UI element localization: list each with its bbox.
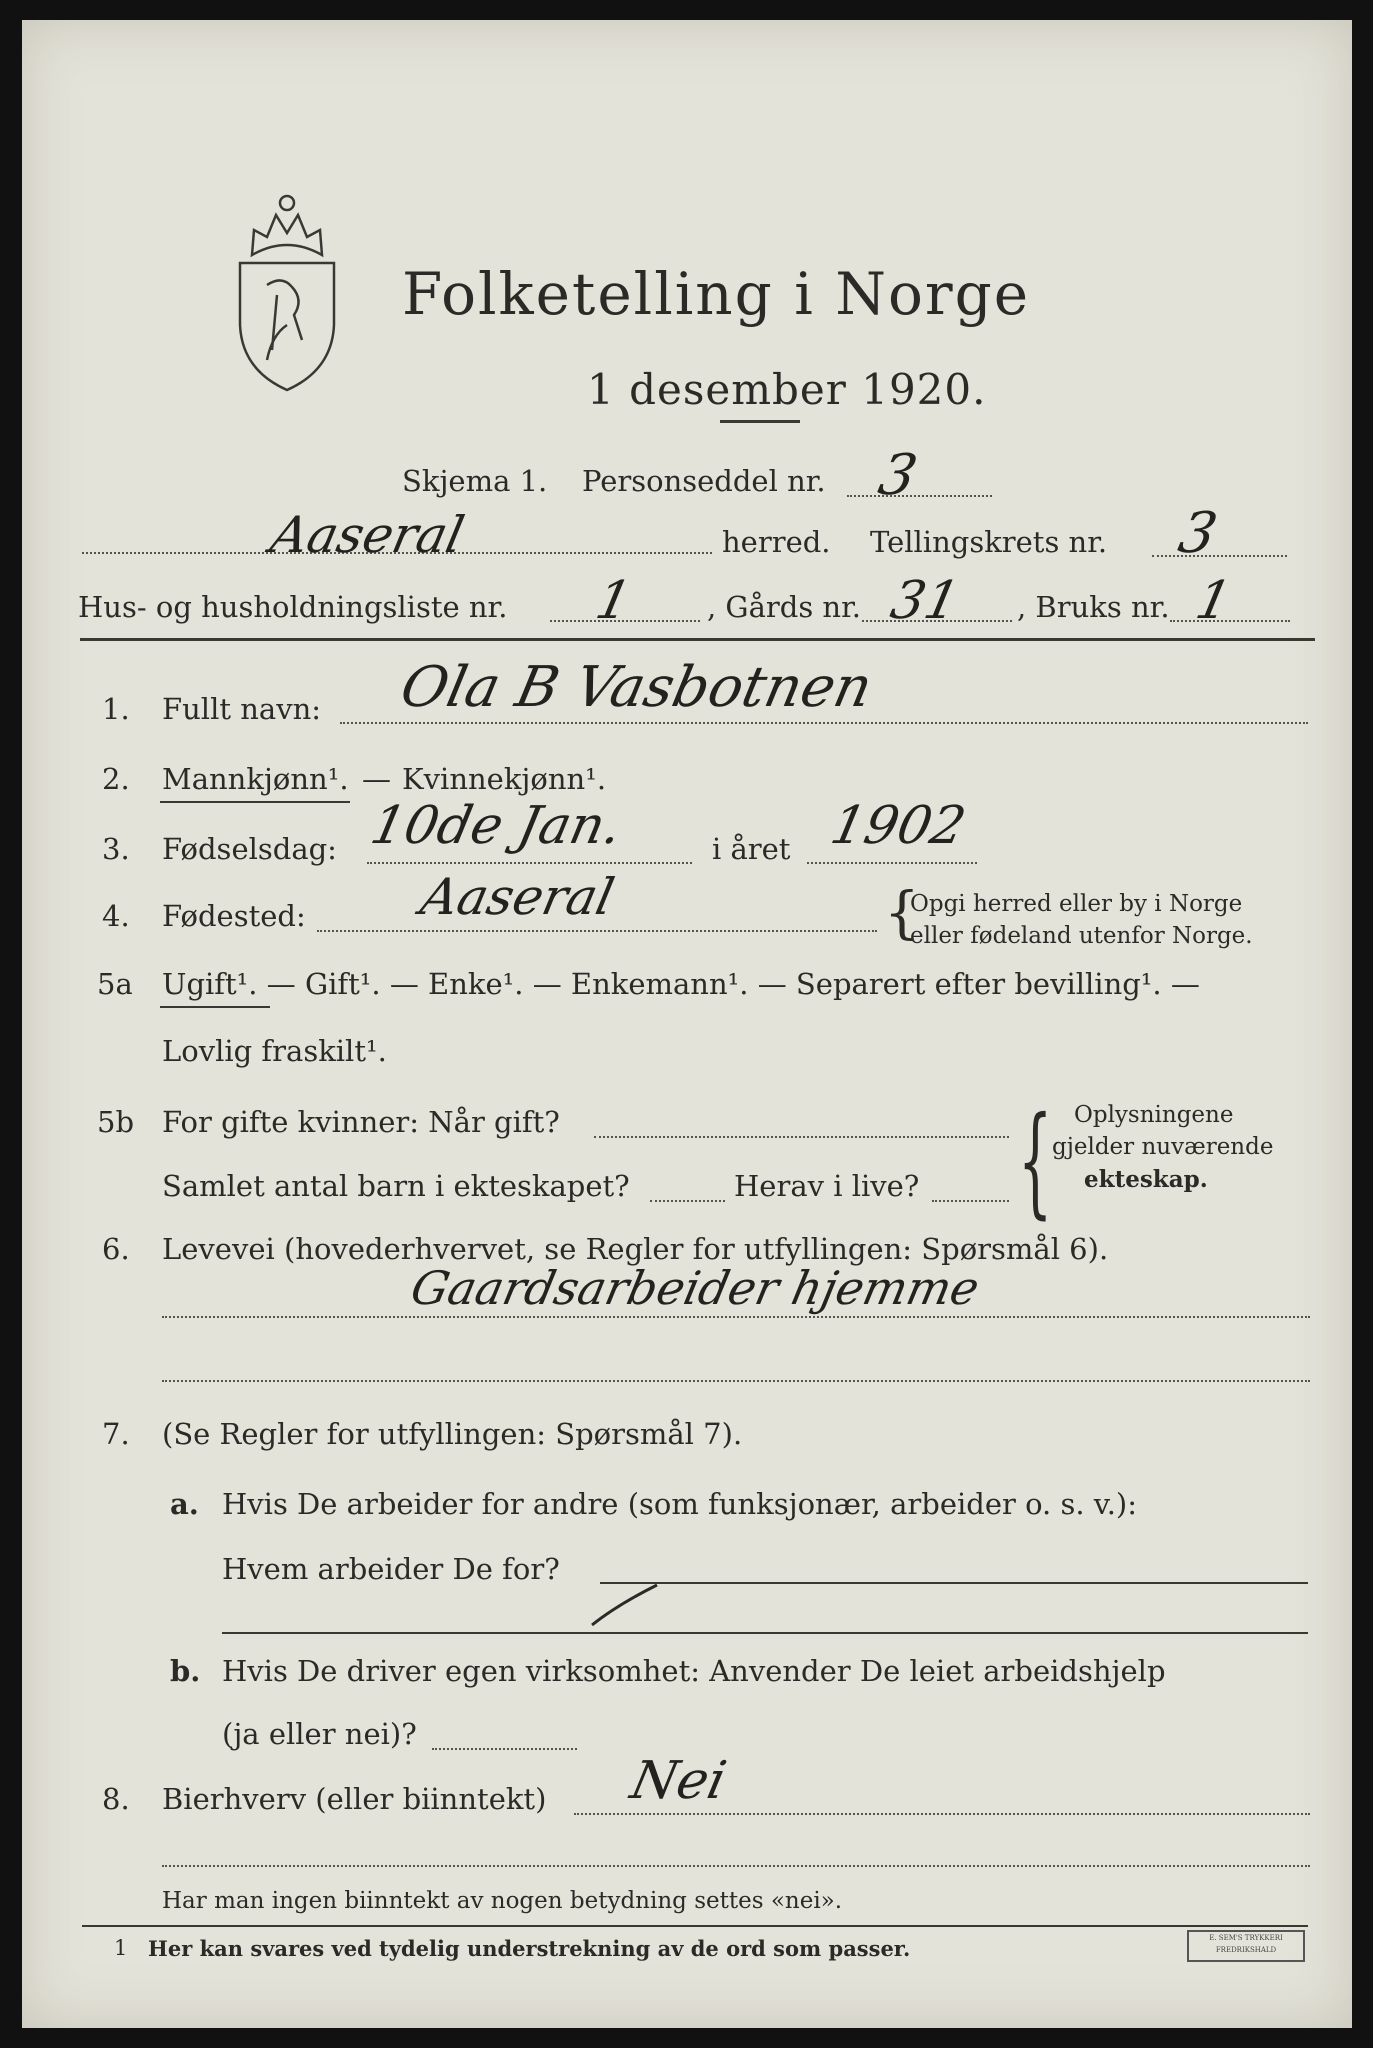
q7-label: (Se Regler for utfyllingen: Spørsmål 7). <box>162 1417 743 1451</box>
tellingskrets-value: 3 <box>1173 501 1223 566</box>
q5a-options-line2: Lovlig fraskilt¹. <box>162 1034 387 1068</box>
q2-male-option: Mannkjønn¹. <box>162 762 349 796</box>
q3-label: Fødselsdag: <box>162 832 337 866</box>
q2-male-underline <box>160 801 350 803</box>
q5b-number: 5b <box>97 1105 135 1139</box>
q7a-line2: Hvem arbeider De for? <box>222 1552 560 1586</box>
norway-coat-of-arms-icon <box>232 175 342 395</box>
q7a-letter: a. <box>170 1487 199 1521</box>
personseddel-label: Personseddel nr. <box>582 464 826 498</box>
personseddel-line <box>847 495 992 497</box>
herred-label: herred. <box>722 525 831 559</box>
footer-rule <box>82 1925 1308 1927</box>
q5b-married-when-label: For gifte kvinner: Når gift? <box>162 1105 560 1139</box>
q8-label: Bierhverv (eller biinntekt) <box>162 1782 547 1816</box>
q4-label: Fødested: <box>162 899 306 933</box>
q4-note-line1: Opgi herred eller by i Norge <box>910 891 1243 917</box>
bruks-label: , Bruks nr. <box>1017 590 1170 624</box>
q7b-line2: (ja eller nei)? <box>222 1717 417 1751</box>
census-form-page <box>22 20 1352 2028</box>
q2-female-option: Kvinnekjønn¹. <box>402 762 607 796</box>
q8-value: Nei <box>625 1751 732 1811</box>
footnote-mark: 1 <box>114 1936 128 1960</box>
q1-value: Ola B Vasbotnen <box>395 655 878 720</box>
form-title: Folketelling i Norge <box>402 260 1031 328</box>
q6-number: 6. <box>102 1232 130 1266</box>
q5b-note-brace: { <box>1018 1092 1053 1231</box>
q4-value: Aaseral <box>415 868 620 926</box>
printer-stamp: E. SEM'S TRYKKERI FREDRIKSHALD <box>1187 1930 1305 1962</box>
gards-label: , Gårds nr. <box>707 590 861 624</box>
q7a-answer-line1 <box>600 1582 1308 1584</box>
q3-date-line <box>367 862 692 864</box>
footnote-text: Her kan svares ved tydelig understrekning av de ord som passer. <box>148 1936 911 1961</box>
q7a-line1: Hvis De arbeider for andre (som funksjonær, arbeider o. s. v.): <box>222 1487 1138 1521</box>
q3-year-line <box>807 862 977 864</box>
q3-year-value: 1902 <box>825 796 971 856</box>
q6-label: Levevei (hovederhvervet, se Regler for utfyllingen: Spørsmål 6). <box>162 1232 1109 1266</box>
herred-value: Aaseral <box>265 506 470 564</box>
q8-number: 8. <box>102 1782 130 1816</box>
q5b-married-when-line <box>594 1136 1009 1138</box>
q2-separator: — <box>362 762 391 796</box>
q1-line <box>340 722 1308 724</box>
q7b-answer-line <box>432 1748 577 1750</box>
q7b-letter: b. <box>170 1654 201 1688</box>
q4-number: 4. <box>102 899 130 933</box>
q5b-alive-line <box>932 1200 1009 1202</box>
q7-number: 7. <box>102 1417 130 1451</box>
q8-line2 <box>162 1865 1310 1867</box>
tellingskrets-line <box>1152 555 1287 557</box>
q6-value: Gaardsarbeider hjemme <box>406 1261 985 1315</box>
header-rule <box>80 638 1315 641</box>
q5a-ugift-underline <box>160 1006 270 1008</box>
q7a-dash-mark <box>587 1580 667 1630</box>
q3-number: 3. <box>102 832 130 866</box>
q1-label: Fullt navn: <box>162 692 322 726</box>
hus-value: 1 <box>590 571 637 631</box>
personseddel-value: 3 <box>873 443 923 508</box>
q5b-children-label: Samlet antal barn i ekteskapet? <box>162 1169 630 1203</box>
q5a-options-line1: Ugift¹. — Gift¹. — Enke¹. — Enkemann¹. — Separert efter bevilling¹. — <box>162 967 1200 1001</box>
q2-number: 2. <box>102 762 130 796</box>
bruks-value: 1 <box>1190 571 1237 631</box>
q5b-note-line1: Oplysningene <box>1074 1102 1234 1128</box>
q3-year-label: i året <box>712 832 791 866</box>
bruks-line <box>1170 620 1290 622</box>
q6-line2 <box>162 1380 1310 1382</box>
q5b-note-line2: gjelder nuværende <box>1052 1134 1274 1160</box>
q5b-alive-label: Herav i live? <box>734 1169 920 1203</box>
biinntekt-note: Har man ingen biinntekt av nogen betydning settes «nei». <box>162 1888 843 1914</box>
q7a-answer-line2 <box>222 1632 1308 1634</box>
q5b-note-line3: ekteskap. <box>1084 1166 1208 1193</box>
q5b-children-line <box>650 1200 725 1202</box>
census-date: 1 desember 1920. <box>587 365 987 414</box>
q3-birthday-value: 10de Jan. <box>365 796 628 856</box>
q6-line1 <box>162 1316 1310 1318</box>
q4-note-brace: { <box>884 881 920 946</box>
q4-note-line2: eller fødeland utenfor Norge. <box>910 923 1253 949</box>
q8-line1 <box>574 1813 1310 1815</box>
tellingskrets-label: Tellingskrets nr. <box>870 525 1108 559</box>
title-divider <box>720 420 800 423</box>
q5a-number: 5a <box>97 967 133 1001</box>
q4-line <box>317 930 877 932</box>
q7b-line1: Hvis De driver egen virksomhet: Anvender De leiet arbeidshjelp <box>222 1654 1166 1688</box>
gards-value: 31 <box>885 571 965 631</box>
q1-number: 1. <box>102 692 130 726</box>
schema-label: Skjema 1. <box>402 464 548 498</box>
hus-label: Hus- og husholdningsliste nr. <box>78 590 508 624</box>
